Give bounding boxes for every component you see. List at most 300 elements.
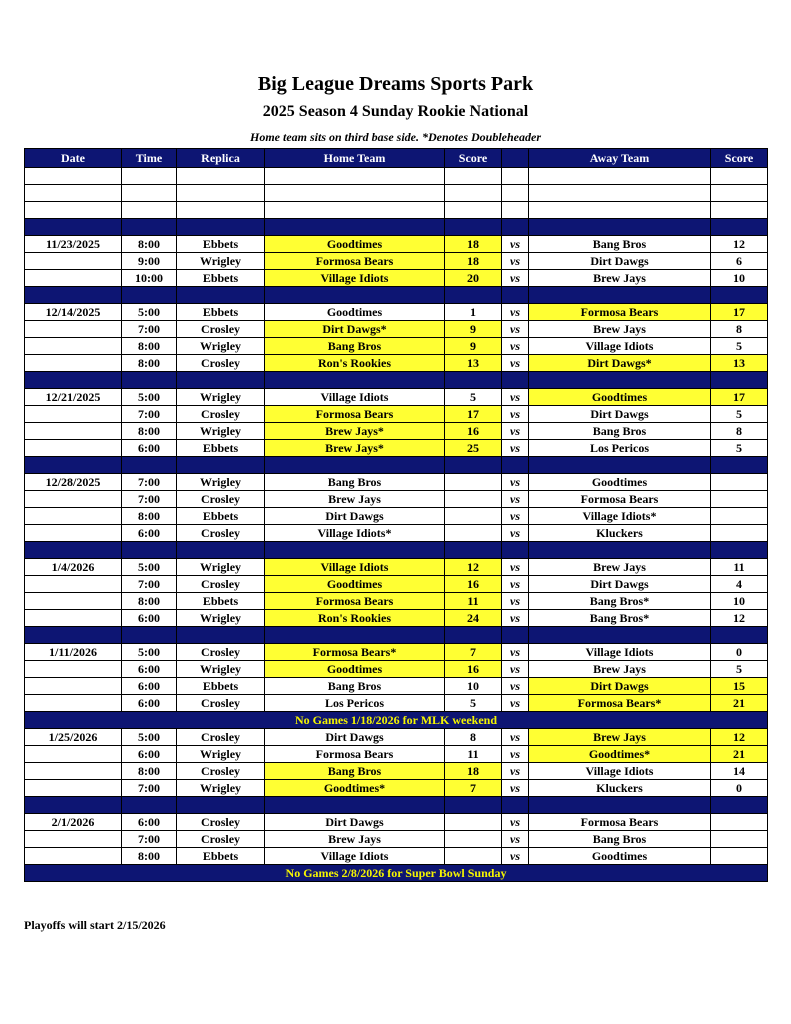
game-replica: Ebbets bbox=[177, 508, 265, 525]
col-away-score: Score bbox=[711, 149, 768, 168]
game-time: 8:00 bbox=[122, 848, 177, 865]
game-time: 7:00 bbox=[122, 831, 177, 848]
vs-label: vs bbox=[502, 270, 529, 287]
away-score: 17 bbox=[711, 304, 768, 321]
home-score: 24 bbox=[445, 610, 502, 627]
separator-cell bbox=[445, 797, 502, 814]
home-score: 18 bbox=[445, 236, 502, 253]
away-score: 0 bbox=[711, 780, 768, 797]
vs-label: vs bbox=[502, 491, 529, 508]
separator-row bbox=[25, 457, 768, 474]
away-score: 5 bbox=[711, 440, 768, 457]
blank-cell bbox=[445, 202, 502, 219]
game-date: 12/14/2025 bbox=[25, 304, 122, 321]
home-score: 20 bbox=[445, 270, 502, 287]
separator-cell bbox=[122, 287, 177, 304]
away-score: 4 bbox=[711, 576, 768, 593]
blank-row bbox=[25, 185, 768, 202]
vs-label: vs bbox=[502, 814, 529, 831]
home-score: 7 bbox=[445, 644, 502, 661]
separator-cell bbox=[25, 457, 122, 474]
vs-label: vs bbox=[502, 406, 529, 423]
home-score: 18 bbox=[445, 253, 502, 270]
separator-cell bbox=[445, 287, 502, 304]
game-time: 8:00 bbox=[122, 763, 177, 780]
home-score: 9 bbox=[445, 321, 502, 338]
separator-cell bbox=[711, 797, 768, 814]
game-date: 12/21/2025 bbox=[25, 389, 122, 406]
separator-cell bbox=[265, 457, 445, 474]
away-team: Goodtimes bbox=[529, 389, 711, 406]
home-score bbox=[445, 525, 502, 542]
game-row bbox=[25, 270, 768, 287]
game-row bbox=[25, 321, 768, 338]
header-row bbox=[25, 149, 768, 168]
home-team: Bang Bros bbox=[265, 763, 445, 780]
game-row bbox=[25, 355, 768, 372]
away-score: 10 bbox=[711, 593, 768, 610]
away-team: Dirt Dawgs bbox=[529, 576, 711, 593]
game-row bbox=[25, 304, 768, 321]
vs-label: vs bbox=[502, 508, 529, 525]
game-date bbox=[25, 678, 122, 695]
home-team: Goodtimes bbox=[265, 576, 445, 593]
vs-label: vs bbox=[502, 848, 529, 865]
game-date bbox=[25, 491, 122, 508]
vs-label: vs bbox=[502, 661, 529, 678]
away-score: 6 bbox=[711, 253, 768, 270]
game-time: 5:00 bbox=[122, 644, 177, 661]
away-team: Bang Bros* bbox=[529, 593, 711, 610]
separator-row bbox=[25, 797, 768, 814]
game-time: 6:00 bbox=[122, 678, 177, 695]
home-score: 5 bbox=[445, 695, 502, 712]
home-team: Ron's Rookies bbox=[265, 610, 445, 627]
vs-label: vs bbox=[502, 474, 529, 491]
away-score: 5 bbox=[711, 406, 768, 423]
blank-cell bbox=[529, 185, 711, 202]
col-away-team: Away Team bbox=[529, 149, 711, 168]
away-score: 5 bbox=[711, 338, 768, 355]
game-replica: Wrigley bbox=[177, 474, 265, 491]
game-row bbox=[25, 831, 768, 848]
home-team: Bang Bros bbox=[265, 678, 445, 695]
away-team: Brew Jays bbox=[529, 270, 711, 287]
separator-row bbox=[25, 542, 768, 559]
away-team: Brew Jays bbox=[529, 729, 711, 746]
home-team: Dirt Dawgs bbox=[265, 729, 445, 746]
game-time: 8:00 bbox=[122, 593, 177, 610]
separator-cell bbox=[177, 627, 265, 644]
game-replica: Wrigley bbox=[177, 338, 265, 355]
game-time: 8:00 bbox=[122, 338, 177, 355]
home-team: Village Idiots bbox=[265, 270, 445, 287]
away-team: Goodtimes bbox=[529, 474, 711, 491]
game-date: 1/11/2026 bbox=[25, 644, 122, 661]
home-team: Bang Bros bbox=[265, 474, 445, 491]
separator-cell bbox=[177, 457, 265, 474]
game-row bbox=[25, 559, 768, 576]
blank-cell bbox=[502, 202, 529, 219]
away-team: Formosa Bears bbox=[529, 814, 711, 831]
away-team: Bang Bros bbox=[529, 423, 711, 440]
game-time: 5:00 bbox=[122, 304, 177, 321]
game-time: 6:00 bbox=[122, 440, 177, 457]
game-row bbox=[25, 576, 768, 593]
home-score bbox=[445, 814, 502, 831]
game-date bbox=[25, 695, 122, 712]
home-team: Formosa Bears* bbox=[265, 644, 445, 661]
away-team: Formosa Bears bbox=[529, 304, 711, 321]
vs-label: vs bbox=[502, 610, 529, 627]
home-score: 1 bbox=[445, 304, 502, 321]
game-time: 5:00 bbox=[122, 729, 177, 746]
game-date bbox=[25, 763, 122, 780]
separator-cell bbox=[25, 287, 122, 304]
separator-cell bbox=[25, 542, 122, 559]
game-replica: Ebbets bbox=[177, 678, 265, 695]
blank-cell bbox=[177, 168, 265, 185]
page-title: Big League Dreams Sports Park bbox=[257, 73, 534, 95]
game-replica: Crosley bbox=[177, 695, 265, 712]
away-score: 13 bbox=[711, 355, 768, 372]
away-team: Goodtimes* bbox=[529, 746, 711, 763]
game-row bbox=[25, 593, 768, 610]
away-score: 12 bbox=[711, 610, 768, 627]
home-score: 18 bbox=[445, 763, 502, 780]
away-score: 12 bbox=[711, 729, 768, 746]
game-row bbox=[25, 678, 768, 695]
col-replica: Replica bbox=[177, 149, 265, 168]
vs-label: vs bbox=[502, 593, 529, 610]
game-date: 11/23/2025 bbox=[25, 236, 122, 253]
game-row bbox=[25, 814, 768, 831]
game-date bbox=[25, 525, 122, 542]
home-team: Bang Bros bbox=[265, 338, 445, 355]
separator-cell bbox=[445, 542, 502, 559]
vs-label: vs bbox=[502, 559, 529, 576]
game-date bbox=[25, 321, 122, 338]
separator-cell bbox=[502, 797, 529, 814]
separator-cell bbox=[265, 219, 445, 236]
game-replica: Crosley bbox=[177, 814, 265, 831]
game-replica: Ebbets bbox=[177, 270, 265, 287]
game-replica: Crosley bbox=[177, 525, 265, 542]
game-date: 1/25/2026 bbox=[25, 729, 122, 746]
game-replica: Wrigley bbox=[177, 746, 265, 763]
separator-cell bbox=[265, 797, 445, 814]
away-team: Goodtimes bbox=[529, 848, 711, 865]
away-score bbox=[711, 474, 768, 491]
game-date bbox=[25, 848, 122, 865]
game-row bbox=[25, 661, 768, 678]
separator-cell bbox=[529, 457, 711, 474]
separator-cell bbox=[25, 219, 122, 236]
no-games-banner bbox=[25, 712, 768, 729]
away-score: 21 bbox=[711, 695, 768, 712]
blank-cell bbox=[445, 185, 502, 202]
game-row bbox=[25, 763, 768, 780]
home-score: 10 bbox=[445, 678, 502, 695]
game-time: 7:00 bbox=[122, 474, 177, 491]
home-team: Village Idiots bbox=[265, 848, 445, 865]
game-replica: Crosley bbox=[177, 763, 265, 780]
game-replica: Ebbets bbox=[177, 236, 265, 253]
game-row bbox=[25, 389, 768, 406]
game-date: 12/28/2025 bbox=[25, 474, 122, 491]
separator-cell bbox=[122, 542, 177, 559]
separator-cell bbox=[25, 797, 122, 814]
home-team: Formosa Bears bbox=[265, 746, 445, 763]
game-time: 5:00 bbox=[122, 559, 177, 576]
away-team: Bang Bros bbox=[529, 831, 711, 848]
away-team: Formosa Bears* bbox=[529, 695, 711, 712]
home-score: 13 bbox=[445, 355, 502, 372]
away-team: Village Idiots* bbox=[529, 508, 711, 525]
vs-label: vs bbox=[502, 576, 529, 593]
separator-row bbox=[25, 627, 768, 644]
blank-row bbox=[25, 202, 768, 219]
home-score bbox=[445, 831, 502, 848]
home-score: 16 bbox=[445, 423, 502, 440]
away-team: Bang Bros* bbox=[529, 610, 711, 627]
separator-row bbox=[25, 372, 768, 389]
game-row bbox=[25, 474, 768, 491]
col-vs bbox=[502, 149, 529, 168]
blank-cell bbox=[177, 185, 265, 202]
away-score: 10 bbox=[711, 270, 768, 287]
blank-cell bbox=[711, 202, 768, 219]
home-team: Goodtimes* bbox=[265, 780, 445, 797]
separator-cell bbox=[529, 627, 711, 644]
separator-row bbox=[25, 287, 768, 304]
away-score: 14 bbox=[711, 763, 768, 780]
blank-cell bbox=[25, 202, 122, 219]
game-replica: Crosley bbox=[177, 406, 265, 423]
away-team: Village Idiots bbox=[529, 338, 711, 355]
game-time: 7:00 bbox=[122, 406, 177, 423]
game-replica: Wrigley bbox=[177, 610, 265, 627]
home-team: Formosa Bears bbox=[265, 593, 445, 610]
blank-cell bbox=[445, 168, 502, 185]
home-team: Goodtimes bbox=[265, 661, 445, 678]
game-time: 6:00 bbox=[122, 661, 177, 678]
game-row bbox=[25, 695, 768, 712]
game-replica: Crosley bbox=[177, 491, 265, 508]
game-row bbox=[25, 253, 768, 270]
game-time: 5:00 bbox=[122, 389, 177, 406]
game-replica: Wrigley bbox=[177, 389, 265, 406]
separator-cell bbox=[711, 457, 768, 474]
home-team: Dirt Dawgs bbox=[265, 814, 445, 831]
game-replica: Ebbets bbox=[177, 593, 265, 610]
vs-label: vs bbox=[502, 338, 529, 355]
game-replica: Wrigley bbox=[177, 423, 265, 440]
vs-label: vs bbox=[502, 678, 529, 695]
separator-cell bbox=[711, 627, 768, 644]
game-row bbox=[25, 423, 768, 440]
game-time: 9:00 bbox=[122, 253, 177, 270]
game-time: 8:00 bbox=[122, 236, 177, 253]
home-score: 9 bbox=[445, 338, 502, 355]
game-row bbox=[25, 406, 768, 423]
vs-label: vs bbox=[502, 423, 529, 440]
home-team: Brew Jays bbox=[265, 491, 445, 508]
schedule-table bbox=[24, 148, 768, 882]
blank-cell bbox=[502, 185, 529, 202]
away-score: 5 bbox=[711, 661, 768, 678]
away-score: 21 bbox=[711, 746, 768, 763]
game-date: 2/1/2026 bbox=[25, 814, 122, 831]
col-home-team: Home Team bbox=[265, 149, 445, 168]
game-time: 6:00 bbox=[122, 746, 177, 763]
blank-cell bbox=[265, 168, 445, 185]
banner-text: No Games 1/18/2026 for MLK weekend bbox=[25, 712, 768, 729]
separator-cell bbox=[265, 542, 445, 559]
separator-cell bbox=[529, 372, 711, 389]
home-score: 25 bbox=[445, 440, 502, 457]
game-row bbox=[25, 440, 768, 457]
blank-cell bbox=[529, 168, 711, 185]
away-score bbox=[711, 491, 768, 508]
home-team: Dirt Dawgs* bbox=[265, 321, 445, 338]
vs-label: vs bbox=[502, 746, 529, 763]
col-date: Date bbox=[25, 149, 122, 168]
separator-cell bbox=[177, 287, 265, 304]
blank-cell bbox=[711, 168, 768, 185]
away-score: 15 bbox=[711, 678, 768, 695]
home-team: Brew Jays bbox=[265, 831, 445, 848]
separator-cell bbox=[711, 542, 768, 559]
separator-cell bbox=[122, 219, 177, 236]
separator-cell bbox=[122, 627, 177, 644]
home-score: 17 bbox=[445, 406, 502, 423]
game-row bbox=[25, 729, 768, 746]
home-score: 5 bbox=[445, 389, 502, 406]
game-time: 8:00 bbox=[122, 355, 177, 372]
game-replica: Ebbets bbox=[177, 848, 265, 865]
vs-label: vs bbox=[502, 780, 529, 797]
playoffs-note: Playoffs will start 2/15/2026 bbox=[24, 918, 166, 932]
blank-cell bbox=[177, 202, 265, 219]
away-score: 8 bbox=[711, 321, 768, 338]
vs-label: vs bbox=[502, 253, 529, 270]
home-score: 11 bbox=[445, 593, 502, 610]
away-team: Los Pericos bbox=[529, 440, 711, 457]
away-score bbox=[711, 508, 768, 525]
separator-cell bbox=[529, 797, 711, 814]
away-score: 8 bbox=[711, 423, 768, 440]
game-row bbox=[25, 508, 768, 525]
game-date bbox=[25, 406, 122, 423]
separator-cell bbox=[502, 627, 529, 644]
home-team: Village Idiots bbox=[265, 559, 445, 576]
home-team: Goodtimes bbox=[265, 304, 445, 321]
away-score bbox=[711, 525, 768, 542]
home-score bbox=[445, 491, 502, 508]
game-time: 6:00 bbox=[122, 610, 177, 627]
separator-cell bbox=[25, 372, 122, 389]
separator-cell bbox=[265, 372, 445, 389]
page-subtitle: 2025 Season 4 Sunday Rookie National bbox=[262, 103, 529, 120]
separator-cell bbox=[25, 627, 122, 644]
vs-label: vs bbox=[502, 695, 529, 712]
separator-cell bbox=[502, 457, 529, 474]
vs-label: vs bbox=[502, 831, 529, 848]
away-team: Dirt Dawgs bbox=[529, 253, 711, 270]
away-score: 11 bbox=[711, 559, 768, 576]
home-score bbox=[445, 848, 502, 865]
away-score bbox=[711, 814, 768, 831]
away-team: Village Idiots bbox=[529, 644, 711, 661]
separator-cell bbox=[122, 797, 177, 814]
game-date bbox=[25, 270, 122, 287]
game-replica: Ebbets bbox=[177, 304, 265, 321]
vs-label: vs bbox=[502, 236, 529, 253]
separator-cell bbox=[502, 542, 529, 559]
blank-cell bbox=[25, 168, 122, 185]
away-score: 12 bbox=[711, 236, 768, 253]
blank-cell bbox=[502, 168, 529, 185]
game-date bbox=[25, 661, 122, 678]
away-team: Dirt Dawgs bbox=[529, 678, 711, 695]
home-team: Village Idiots bbox=[265, 389, 445, 406]
game-time: 7:00 bbox=[122, 780, 177, 797]
home-team: Formosa Bears bbox=[265, 253, 445, 270]
game-date bbox=[25, 338, 122, 355]
separator-cell bbox=[445, 627, 502, 644]
away-team: Village Idiots bbox=[529, 763, 711, 780]
game-date bbox=[25, 593, 122, 610]
separator-cell bbox=[177, 219, 265, 236]
game-date bbox=[25, 780, 122, 797]
home-team: Los Pericos bbox=[265, 695, 445, 712]
separator-cell bbox=[445, 457, 502, 474]
game-replica: Wrigley bbox=[177, 780, 265, 797]
blank-cell bbox=[265, 185, 445, 202]
away-score bbox=[711, 831, 768, 848]
game-date bbox=[25, 508, 122, 525]
game-replica: Wrigley bbox=[177, 253, 265, 270]
game-replica: Wrigley bbox=[177, 661, 265, 678]
game-date bbox=[25, 831, 122, 848]
vs-label: vs bbox=[502, 644, 529, 661]
separator-cell bbox=[177, 372, 265, 389]
blank-cell bbox=[711, 185, 768, 202]
game-date bbox=[25, 253, 122, 270]
home-team: Dirt Dawgs bbox=[265, 508, 445, 525]
vs-label: vs bbox=[502, 729, 529, 746]
home-score: 7 bbox=[445, 780, 502, 797]
game-row bbox=[25, 610, 768, 627]
separator-cell bbox=[502, 287, 529, 304]
separator-cell bbox=[502, 372, 529, 389]
blank-cell bbox=[265, 202, 445, 219]
away-team: Brew Jays bbox=[529, 321, 711, 338]
vs-label: vs bbox=[502, 763, 529, 780]
separator-row bbox=[25, 219, 768, 236]
game-time: 6:00 bbox=[122, 695, 177, 712]
game-row bbox=[25, 746, 768, 763]
away-score: 0 bbox=[711, 644, 768, 661]
no-games-banner bbox=[25, 865, 768, 882]
vs-label: vs bbox=[502, 525, 529, 542]
home-team: Village Idiots* bbox=[265, 525, 445, 542]
banner-text: No Games 2/8/2026 for Super Bowl Sunday bbox=[25, 865, 768, 882]
col-time: Time bbox=[122, 149, 177, 168]
game-time: 7:00 bbox=[122, 491, 177, 508]
game-row bbox=[25, 491, 768, 508]
